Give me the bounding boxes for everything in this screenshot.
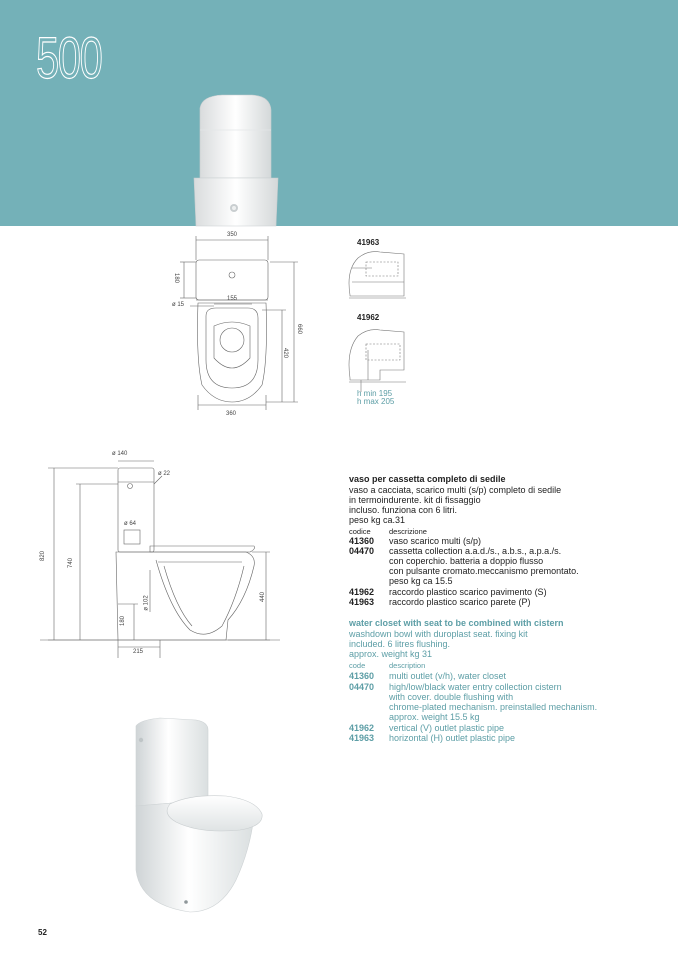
dim-740: 740 bbox=[68, 557, 75, 569]
italian-item-desc: raccordo plastico scarico pavimento (S) bbox=[389, 587, 547, 597]
italian-item-code: 04470 bbox=[349, 546, 375, 556]
italian-item-desc: con coperchio. batteria a doppio flusso bbox=[389, 556, 544, 566]
english-item-desc: horizontal (H) outlet plastic pipe bbox=[389, 733, 516, 743]
italian-line-1: vaso a cacciata, scarico multi (s/p) completo di sedile bbox=[349, 485, 562, 495]
italian-item-code: 41360 bbox=[349, 536, 375, 546]
italian-item-desc: raccordo plastico scarico parete (P) bbox=[389, 597, 531, 607]
page-number: 52 bbox=[38, 928, 47, 937]
dim-420: 420 bbox=[282, 347, 289, 359]
dim-440: 440 bbox=[260, 591, 267, 603]
h-max: h max 205 bbox=[357, 397, 395, 406]
dim-140: ø 140 bbox=[112, 451, 128, 457]
dim-22: ø 22 bbox=[158, 471, 171, 477]
english-col-code: code bbox=[349, 661, 366, 670]
english-title: water closet with seat to be combined with cistern bbox=[349, 618, 564, 628]
english-col-desc: description bbox=[389, 661, 426, 670]
dim-180-side: 180 bbox=[120, 615, 127, 627]
variant-code-41963: 41963 bbox=[357, 238, 380, 247]
italian-title: vaso per cassetta completo di sedile bbox=[349, 474, 506, 484]
italian-item-desc: peso kg ca 15.5 bbox=[389, 576, 453, 586]
dim-660: 660 bbox=[296, 323, 303, 335]
dim-102: ø 102 bbox=[143, 595, 150, 611]
italian-col-code: codice bbox=[349, 527, 371, 536]
dim-360: 360 bbox=[226, 411, 237, 417]
dim-215: 215 bbox=[133, 649, 144, 655]
dim-155: 155 bbox=[227, 296, 238, 302]
italian-item-code: 41962 bbox=[349, 587, 375, 597]
h-min: h min 195 bbox=[357, 389, 393, 398]
italian-item-desc: con pulsante cromato.meccanismo premontato. bbox=[389, 566, 579, 576]
series-number: 500 bbox=[36, 26, 102, 91]
english-item-desc: approx. weight 15.5 kg bbox=[389, 712, 480, 722]
italian-item-desc: vaso scarico multi (s/p) bbox=[389, 536, 482, 546]
english-item-desc: chrome-plated mechanism. preinstalled mechanism. bbox=[389, 702, 598, 712]
italian-item-desc: cassetta collection a.a.d./s., a.b.s., a.p.a./s. bbox=[389, 546, 562, 556]
english-item-desc: multi outlet (v/h), water closet bbox=[389, 671, 507, 681]
english-item-code: 41963 bbox=[349, 733, 375, 743]
italian-col-desc: descrizione bbox=[389, 527, 427, 536]
hero-cistern-image bbox=[0, 0, 678, 230]
english-item-code: 04470 bbox=[349, 682, 375, 692]
english-item-code: 41360 bbox=[349, 671, 375, 681]
dim-15: ø 15 bbox=[172, 302, 185, 308]
italian-line-2: in termoindurente. kit di fissaggio bbox=[349, 495, 481, 505]
english-line-3: approx. weight kg 31 bbox=[349, 649, 433, 659]
dim-180-top: 180 bbox=[173, 272, 180, 284]
english-item-desc: vertical (V) outlet plastic pipe bbox=[389, 723, 505, 733]
english-item-code: 41962 bbox=[349, 723, 375, 733]
dim-64: ø 64 bbox=[124, 521, 137, 527]
italian-item-code: 41963 bbox=[349, 597, 375, 607]
dim-820: 820 bbox=[40, 550, 47, 562]
italian-line-4: peso kg ca.31 bbox=[349, 515, 406, 525]
dim-350: 350 bbox=[227, 232, 238, 238]
italian-line-3: incluso. funziona con 6 litri. bbox=[349, 505, 458, 515]
english-line-1: washdown bowl with duroplast seat. fixing kit bbox=[349, 629, 528, 639]
english-item-desc: high/low/black water entry collection cistern bbox=[389, 682, 562, 692]
variant-code-41962: 41962 bbox=[357, 313, 380, 322]
english-item-desc: with cover. double flushing with bbox=[389, 692, 514, 702]
english-line-2: included. 6 litres flushing. bbox=[349, 639, 451, 649]
